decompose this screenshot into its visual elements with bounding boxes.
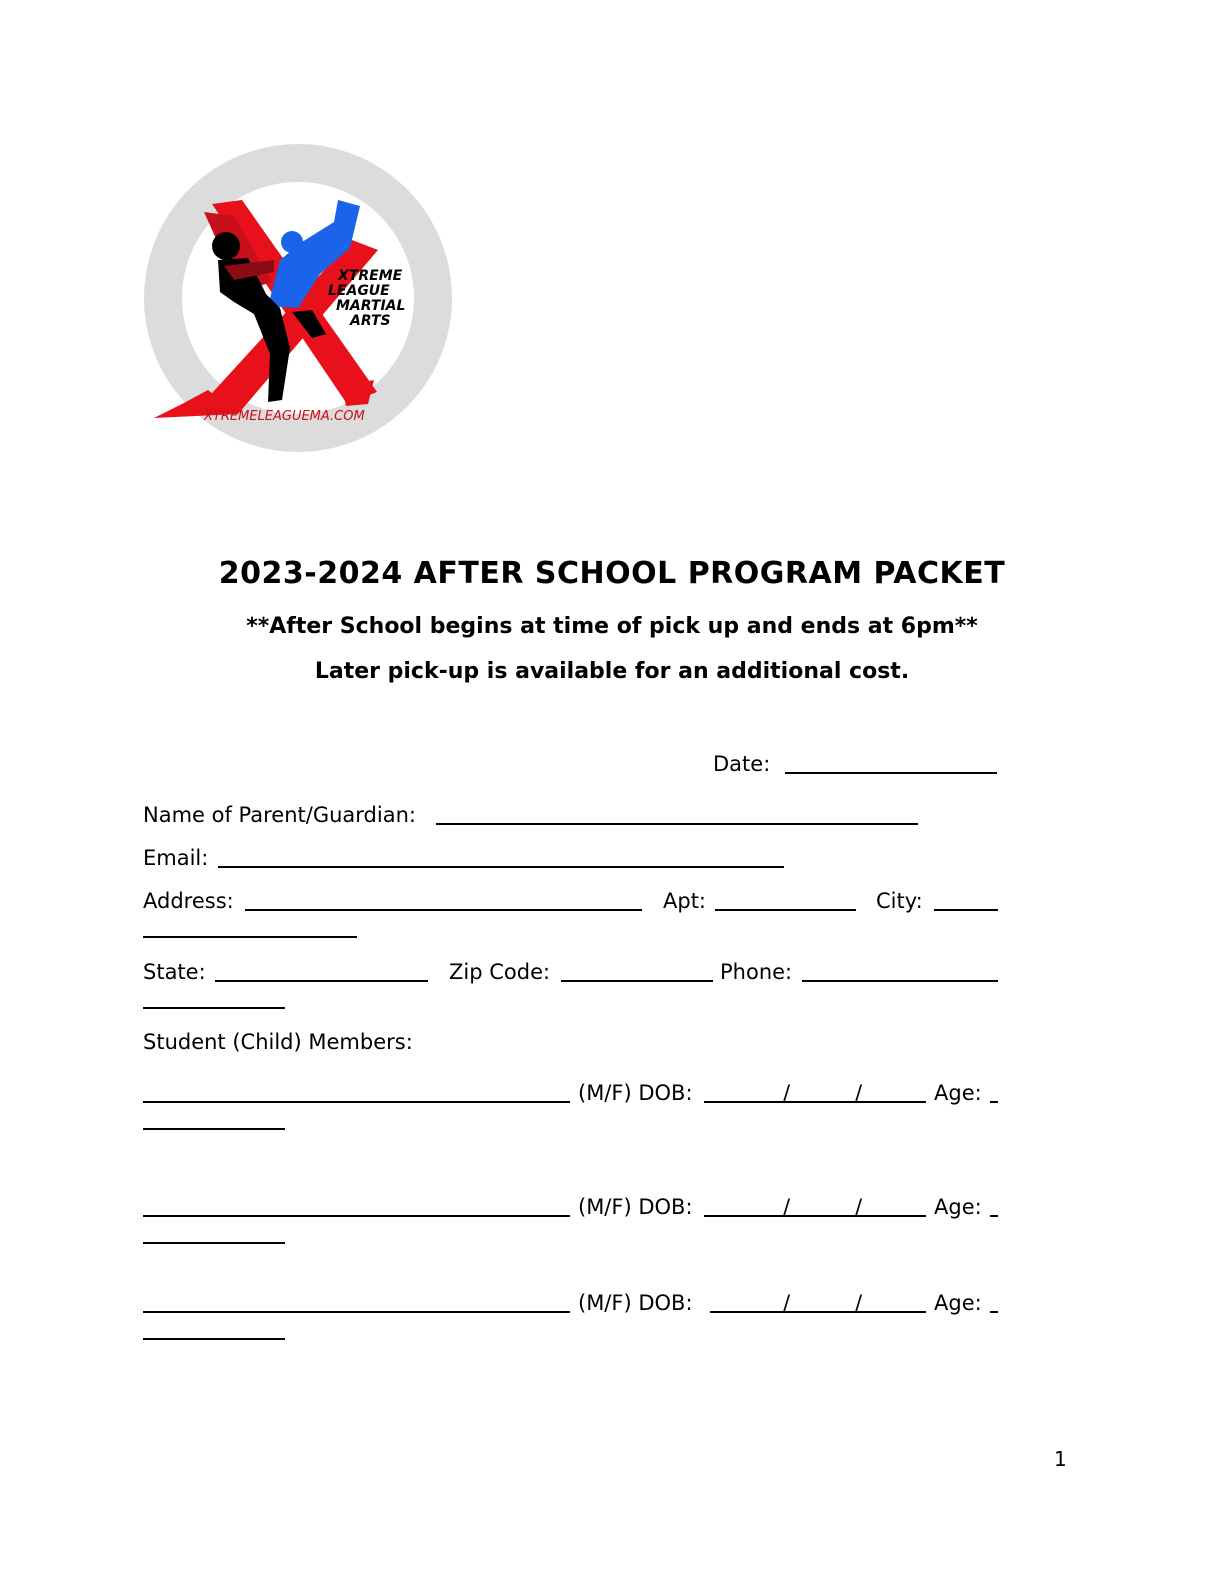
- email-label: Email:: [143, 846, 209, 870]
- student-age-label: Age:: [934, 1291, 982, 1315]
- dob-slash: /: [783, 1081, 791, 1105]
- dob-slash: /: [783, 1195, 791, 1219]
- phone-field-continued[interactable]: [143, 1007, 285, 1009]
- student-dob-field[interactable]: [704, 1215, 926, 1217]
- student-age-field[interactable]: [990, 1215, 998, 1217]
- student-age-field[interactable]: [990, 1101, 998, 1103]
- address-field[interactable]: [245, 909, 642, 911]
- student-name-field[interactable]: [143, 1101, 570, 1103]
- logo-name-line-3: MARTIAL: [336, 298, 406, 314]
- logo-name-line-4: ARTS: [350, 313, 391, 329]
- parent-name-label: Name of Parent/Guardian:: [143, 803, 416, 827]
- dob-slash: /: [783, 1291, 791, 1315]
- logo-name-line-1: XTREME: [338, 268, 403, 284]
- phone-label: Phone:: [720, 960, 793, 984]
- student-age-field-continued[interactable]: [143, 1242, 285, 1244]
- student-dob-label: (M/F) DOB:: [578, 1081, 693, 1105]
- city-field-continued[interactable]: [143, 936, 357, 938]
- student-name-field[interactable]: [143, 1215, 570, 1217]
- student-dob-field[interactable]: [710, 1311, 926, 1313]
- parent-name-field[interactable]: [436, 823, 918, 825]
- page-title: 2023-2024 AFTER SCHOOL PROGRAM PACKET: [218, 556, 1006, 591]
- dob-slash: /: [855, 1195, 863, 1219]
- zip-code-label: Zip Code:: [449, 960, 551, 984]
- apt-label: Apt:: [663, 889, 707, 913]
- logo-name-line-2: LEAGUE: [328, 283, 390, 299]
- student-dob-field[interactable]: [704, 1101, 926, 1103]
- city-field[interactable]: [934, 909, 998, 911]
- apt-field[interactable]: [715, 909, 856, 911]
- state-field[interactable]: [215, 980, 428, 982]
- subtitle-hours: **After School begins at time of pick up and ends at 6pm**: [246, 614, 978, 639]
- dob-slash: /: [855, 1291, 863, 1315]
- date-label: Date:: [713, 752, 771, 776]
- logo-website: XTREMELEAGUEMA.COM: [204, 409, 365, 424]
- logo: [142, 142, 454, 454]
- student-age-field[interactable]: [990, 1311, 998, 1313]
- dob-slash: /: [855, 1081, 863, 1105]
- address-label: Address:: [143, 889, 234, 913]
- page-number: 1: [1054, 1447, 1067, 1471]
- student-age-label: Age:: [934, 1195, 982, 1219]
- state-label: State:: [143, 960, 206, 984]
- phone-field[interactable]: [802, 980, 998, 982]
- student-name-field[interactable]: [143, 1311, 570, 1313]
- logo-graphic: [142, 142, 454, 454]
- student-dob-label: (M/F) DOB:: [578, 1291, 693, 1315]
- student-age-label: Age:: [934, 1081, 982, 1105]
- students-label: Student (Child) Members:: [143, 1030, 413, 1054]
- email-field[interactable]: [218, 866, 784, 868]
- student-dob-label: (M/F) DOB:: [578, 1195, 693, 1219]
- date-field[interactable]: [785, 772, 997, 774]
- zip-code-field[interactable]: [561, 980, 713, 982]
- student-age-field-continued[interactable]: [143, 1338, 285, 1340]
- city-label: City:: [876, 889, 923, 913]
- student-age-field-continued[interactable]: [143, 1128, 285, 1130]
- subtitle-late-pickup: Later pick-up is available for an additional cost.: [314, 659, 910, 684]
